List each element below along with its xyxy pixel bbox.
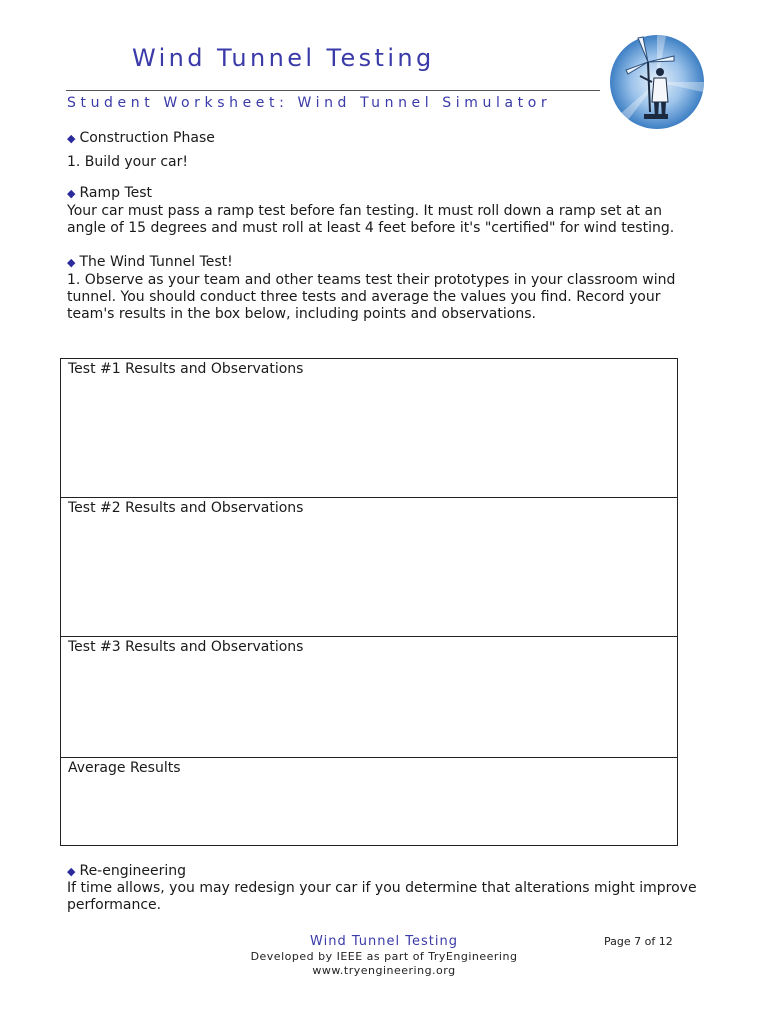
diamond-bullet-icon: ◆ [67,187,76,200]
test-1-label: Test #1 Results and Observations [68,361,304,377]
title-divider [66,90,600,91]
tryengineering-logo [608,32,706,132]
wind-tunnel-text-line: tunnel. You should conduct three tests and average the values you find. Record your [67,289,661,305]
test-3-results-box[interactable] [60,636,678,758]
footer-url[interactable]: www.tryengineering.org [312,964,456,977]
reengineering-text-line: If time allows, you may redesign your car if you determine that alterations might improve [67,880,697,896]
test-1-results-box[interactable] [60,358,678,498]
average-results-box[interactable] [60,757,678,846]
test-2-label: Test #2 Results and Observations [68,500,304,516]
test-3-label: Test #3 Results and Observations [68,639,304,655]
wind-tunnel-text-line: 1. Observe as your team and other teams test their prototypes in your classroom wind [67,272,676,288]
page-subtitle: Student Worksheet: Wind Tunnel Simulator [67,95,552,111]
footer-developer: Developed by IEEE as part of TryEngineering [250,950,518,963]
wind-tunnel-text-line: team's results in the box below, including points and observations. [67,306,536,322]
reengineering-heading: ◆ Re-engineering [67,863,186,879]
average-label: Average Results [68,760,181,776]
page-title: Wind Tunnel Testing [132,44,435,72]
footer-title: Wind Tunnel Testing [310,934,458,949]
page-number: Page 7 of 12 [604,935,673,948]
reengineering-text-line: performance. [67,897,162,913]
ramp-text-line: Your car must pass a ramp test before fan testing. It must roll down a ramp set at an [67,203,662,219]
construction-heading: ◆ Construction Phase [67,130,215,146]
diamond-bullet-icon: ◆ [67,865,76,878]
wind-tunnel-heading: ◆ The Wind Tunnel Test! [67,254,233,270]
diamond-bullet-icon: ◆ [67,256,76,269]
test-2-results-box[interactable] [60,497,678,637]
ramp-heading: ◆ Ramp Test [67,185,153,201]
construction-step: 1. Build your car! [67,154,188,170]
diamond-bullet-icon: ◆ [67,132,76,145]
ramp-text-line: angle of 15 degrees and must roll at least 4 feet before it's "certified" for wind testing. [67,220,675,236]
